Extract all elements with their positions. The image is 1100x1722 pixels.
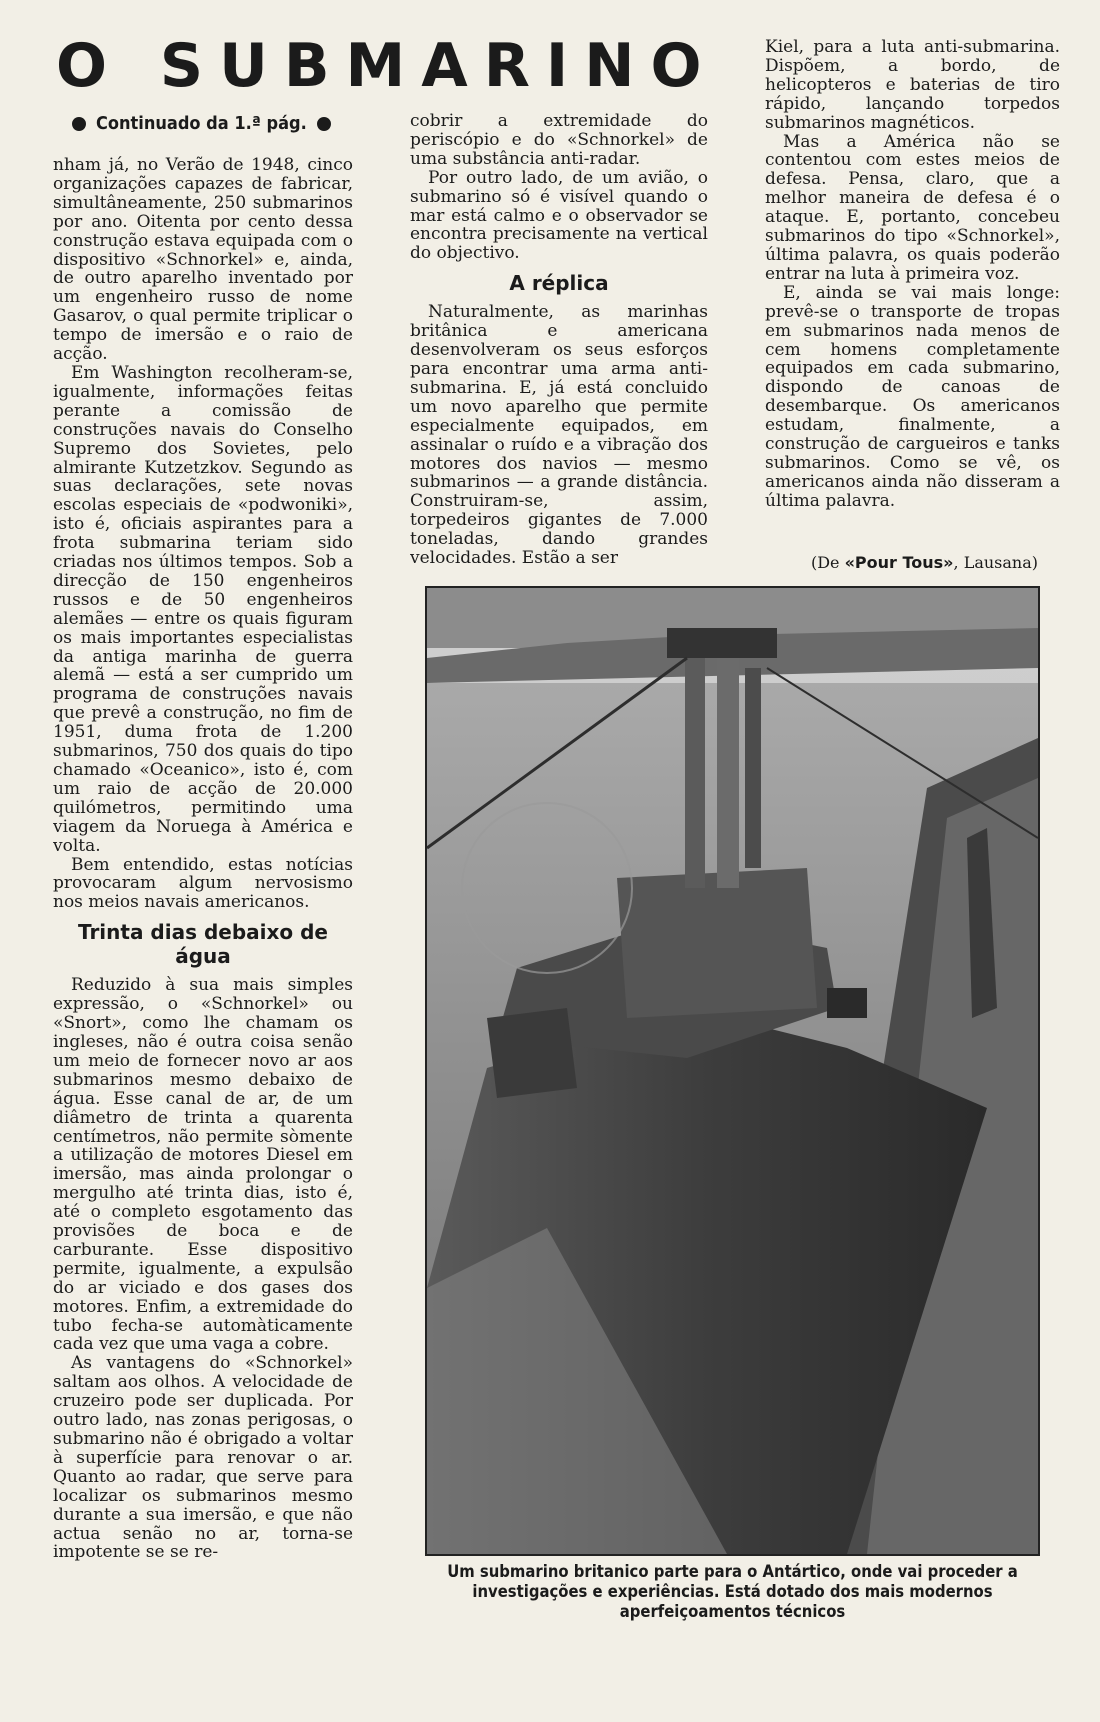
bullet-icon bbox=[72, 117, 86, 131]
paragraph: As vantagens do «Schnorkel» saltam aos olhos. A velocidade de cruzeiro pode ser duplicada. Por outro lado, nas zonas perigosas, o submarino não é obrigado a voltar à superfície para renovar o ar. Quanto ao radar, que serve para localizar os submarinos mesmo durante a sua imersão, e que não actua senão no ar, torna-se impotente se se re- bbox=[53, 1353, 353, 1563]
bullet-icon bbox=[317, 117, 331, 131]
source-suffix: , Lausana) bbox=[953, 553, 1038, 572]
section-heading: A réplica bbox=[509, 271, 609, 296]
continued-notice bbox=[72, 113, 331, 135]
source-prefix: (De bbox=[810, 553, 845, 572]
paragraph: Em Washington recolheram-se, igualmente, informações feitas perante a comissão de construções navais do Conselho Supremo dos Sovietes, pelo almirante Kutzetzkov. Segundo as suas declarações, sete novas escolas especiais de «podwoniki», isto é, oficiais aspirantes para a frota submarina teriam sido criadas nos últimos tempos. Sob a direcção de 150 engenheiros russos e de 50 engenheiros alemães — entre os quais figuram os mais importantes especialistas da antiga marinha de guerra alemã — está a ser cumprido um programa de construções navais que prevê a construção, no fim de 1951, duma frota de 1.200 submarinos, 750 dos quais do tipo chamado «Oceanico», isto é, com um raio de acção de 20.000 quilómetros, permitindo uma viagem da Noruega à América e volta. bbox=[53, 362, 353, 856]
paragraph: Naturalmente, as marinhas britânica e americana desenvolveram os seus esforços para encontrar uma arma anti-submarina. E, já está concluido um novo aparelho que permite especialmente equipados, em assinalar o ruído e a vibração dos motores dos navios — mesmo submarinos — a grande distância. Construiram-se, assim, torpedeiros gigantes de 7.000 toneladas, dando grandes velocidades. Estão a ser bbox=[410, 302, 708, 569]
paragraph: Por outro lado, de um avião, o submarino só é visível quando o mar está calmo e o observador se encontra precisamente na vertical do objectivo. bbox=[410, 167, 708, 264]
column-3 bbox=[765, 38, 1060, 538]
column-2 bbox=[410, 112, 708, 572]
paragraph: E, ainda se vai mais longe: prevê-se o transporte de tropas em submarinos nada menos de cem homens completamente equipados em cada submarino, dispondo de canoas de desembarque. Os americanos estudam, finalmente, a construção de cargueiros e tanks submarinos. Como se vê, os americanos ainda não disseram a última palavra. bbox=[765, 282, 1060, 511]
column-1 bbox=[53, 156, 353, 1656]
paragraph: Bem entendido, estas notícias provocaram algum nervosismo nos meios navais americanos. bbox=[53, 854, 353, 913]
continued-label: Continuado da 1.ª pág. bbox=[96, 113, 307, 134]
photo-caption: Um submarino britanico parte para o Antártico, onde vai proceder a investigações e experiências. Está dotado dos mais modernos aperfeiçoamentos técnicos bbox=[447, 1562, 1018, 1621]
paragraph: nham já, no Verão de 1948, cinco organizações capazes de fabricar, simultâneamente, 250 submarinos por ano. Oitenta por cento dessa construção estava equipada com o dispositivo «Schnorkel» e, ainda, de outro aparelho inventado por um engenheiro russo de nome Gasarov, o qual permite triplicar o tempo de imersão e o raio de acção. bbox=[53, 156, 353, 365]
source-credit bbox=[811, 553, 1038, 573]
paragraph: Reduzido à sua mais simples expressão, o «Schnorkel» ou «Snort», como lhe chamam os ingleses, não é outra coisa senão um meio de fornecer novo ar aos submarinos mesmo debaixo de água. Esse canal de ar, de um diâmetro de trinta a quarenta centímetros, não permite sòmente a utilização de motores Diesel em imersão, mas ainda prolongar o mergulho até trinta dias, isto é, até o completo esgotamento das provisões de boca e de carburante. Esse dispositivo permite, igualmente, a expulsão do ar viciado e dos gases dos motores. Enfim, a extremidade do tubo fecha-se automàticamente cada vez que uma vaga a cobre. bbox=[53, 975, 353, 1355]
submarine-photo-illustration bbox=[427, 588, 1038, 1554]
paragraph: cobrir a extremidade do periscópio e do «Schnorkel» de uma substância anti-radar. bbox=[410, 112, 708, 169]
article-title: O SUBMARINO bbox=[56, 31, 718, 101]
source-publication: «Pour Tous» bbox=[844, 553, 954, 572]
paragraph: Kiel, para a luta anti-submarina. Dispõem, a bordo, de helicopteros e baterias de tiro rápido, lançando torpedos submarinos magnéticos. bbox=[765, 38, 1060, 133]
section-heading: Trinta dias debaixo de água bbox=[78, 920, 328, 969]
paragraph: Mas a América não se contentou com estes meios de defesa. Pensa, claro, que a melhor maneira de defesa é o ataque. E, portanto, concebeu submarinos do tipo «Schnorkel», última palavra, os quais poderão entrar na luta à primeira voz. bbox=[765, 131, 1060, 284]
submarine-photo bbox=[425, 586, 1040, 1556]
